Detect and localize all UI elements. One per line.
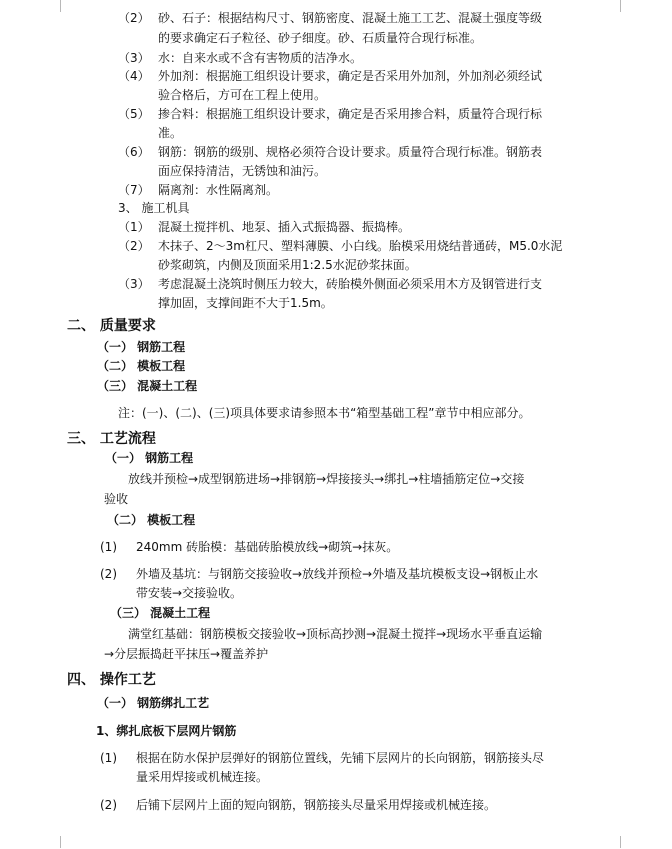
formwork-number: (1) — [100, 540, 117, 554]
material-text: 外加剂：根据施工组织设计要求，确定是否采用外加剂，外加剂必须经试 — [158, 69, 543, 83]
operation-subheading-rebar-binding: （一） 钢筋绑扎工艺 — [97, 696, 210, 710]
formwork-number: (2) — [100, 567, 117, 581]
material-number: （6） — [118, 145, 150, 159]
tool-number: （2） — [118, 239, 150, 253]
crop-mark-top-right — [620, 0, 633, 12]
material-text: 水：自来水或不含有害物质的洁净水。 — [158, 51, 363, 65]
material-text: 钢筋：钢筋的级别、规格必须符合设计要求。质量符合现行标准。钢筋表 — [158, 145, 543, 159]
formwork-text: 240mm 砖胎模：基础砖胎模放线→砌筑→抹灰。 — [136, 540, 399, 554]
tool-text: 考虑混凝土浇筑时侧压力较大，砖胎模外侧面必须采用木方及钢管进行支 — [158, 277, 543, 291]
tool-number: （3） — [118, 277, 150, 291]
material-number: （4） — [118, 69, 150, 83]
material-number: （7） — [118, 183, 150, 197]
material-number: （3） — [118, 51, 150, 65]
process-concrete-text: 满堂红基础：钢筋模板交接验收→顶标高抄测→混凝土搅拌→现场水平垂直运输 — [128, 627, 543, 641]
quality-item: （二） 模板工程 — [97, 359, 186, 373]
formwork-text: 带安装→交接验收。 — [136, 586, 243, 600]
operation-subsubheading: 1、绑扎底板下层网片钢筋 — [96, 724, 237, 738]
crop-mark-bottom-left — [48, 836, 61, 848]
operation-number: (2) — [100, 798, 117, 812]
operation-text: 量采用焊接或机械连接。 — [136, 770, 269, 784]
section-heading-operation: 四、 操作工艺 — [67, 672, 156, 688]
quality-item: （一） 钢筋工程 — [97, 340, 186, 354]
crop-mark-bottom-right — [620, 836, 633, 848]
material-number: （5） — [118, 107, 150, 121]
tool-number: （1） — [118, 220, 150, 234]
tool-text: 砂浆砌筑，内侧及顶面采用1:2.5水泥砂浆抹面。 — [158, 258, 417, 272]
tools-heading: 3、 施工机具 — [118, 201, 190, 215]
process-subheading-concrete: （三） 混凝土工程 — [110, 606, 211, 620]
material-number: （2） — [118, 11, 150, 25]
tool-text: 混凝土搅拌机、地泵、插入式振捣器、振捣棒。 — [158, 220, 411, 234]
process-subheading-rebar: （一） 钢筋工程 — [105, 451, 194, 465]
process-rebar-text: 验收 — [104, 492, 129, 506]
operation-text: 后铺下层网片上面的短向钢筋，钢筋接头尽量采用焊接或机械连接。 — [136, 798, 497, 812]
process-rebar-text: 放线并预检→成型钢筋进场→排钢筋→焊接接头→绑扎→柱墙插筋定位→交接 — [128, 472, 525, 486]
formwork-text: 外墙及基坑：与钢筋交接验收→放线并预检→外墙及基坑模板支设→钢板止水 — [136, 567, 539, 581]
material-text: 砂、石子：根据结构尺寸、钢筋密度、混凝土施工工艺、混凝土强度等级 — [158, 11, 543, 25]
operation-text: 根据在防水保护层弹好的钢筋位置线，先铺下层网片的长向钢筋，钢筋接头尽 — [136, 751, 545, 765]
material-text: 隔离剂：水性隔离剂。 — [158, 183, 279, 197]
material-text: 的要求确定石子粒径、砂子细度。砂、石质量符合现行标准。 — [158, 31, 483, 45]
section-heading-process: 三、 工艺流程 — [67, 431, 156, 447]
tool-text: 撑加固，支撑间距不大于1.5m。 — [158, 296, 333, 310]
process-subheading-formwork: （二） 模板工程 — [107, 513, 196, 527]
crop-mark-top-left — [48, 0, 61, 12]
operation-number: (1) — [100, 751, 117, 765]
process-concrete-text: →分层振捣赶平抹压→覆盖养护 — [104, 647, 269, 661]
quality-note: 注：(一)、(二)、(三)项具体要求请参照本书“箱型基础工程”章节中相应部分。 — [118, 406, 531, 420]
tool-text: 木抹子、2～3m杠尺、塑料薄膜、小白线。胎模采用烧结普通砖，M5.0水泥 — [158, 239, 563, 253]
material-text: 验合格后，方可在工程上使用。 — [158, 88, 327, 102]
material-text: 面应保持清洁，无锈蚀和油污。 — [158, 164, 327, 178]
section-heading-quality: 二、 质量要求 — [67, 318, 156, 334]
material-text: 掺合料：根据施工组织设计要求，确定是否采用掺合料，质量符合现行标 — [158, 107, 543, 121]
material-text: 准。 — [158, 126, 183, 140]
quality-item: （三） 混凝土工程 — [97, 379, 198, 393]
